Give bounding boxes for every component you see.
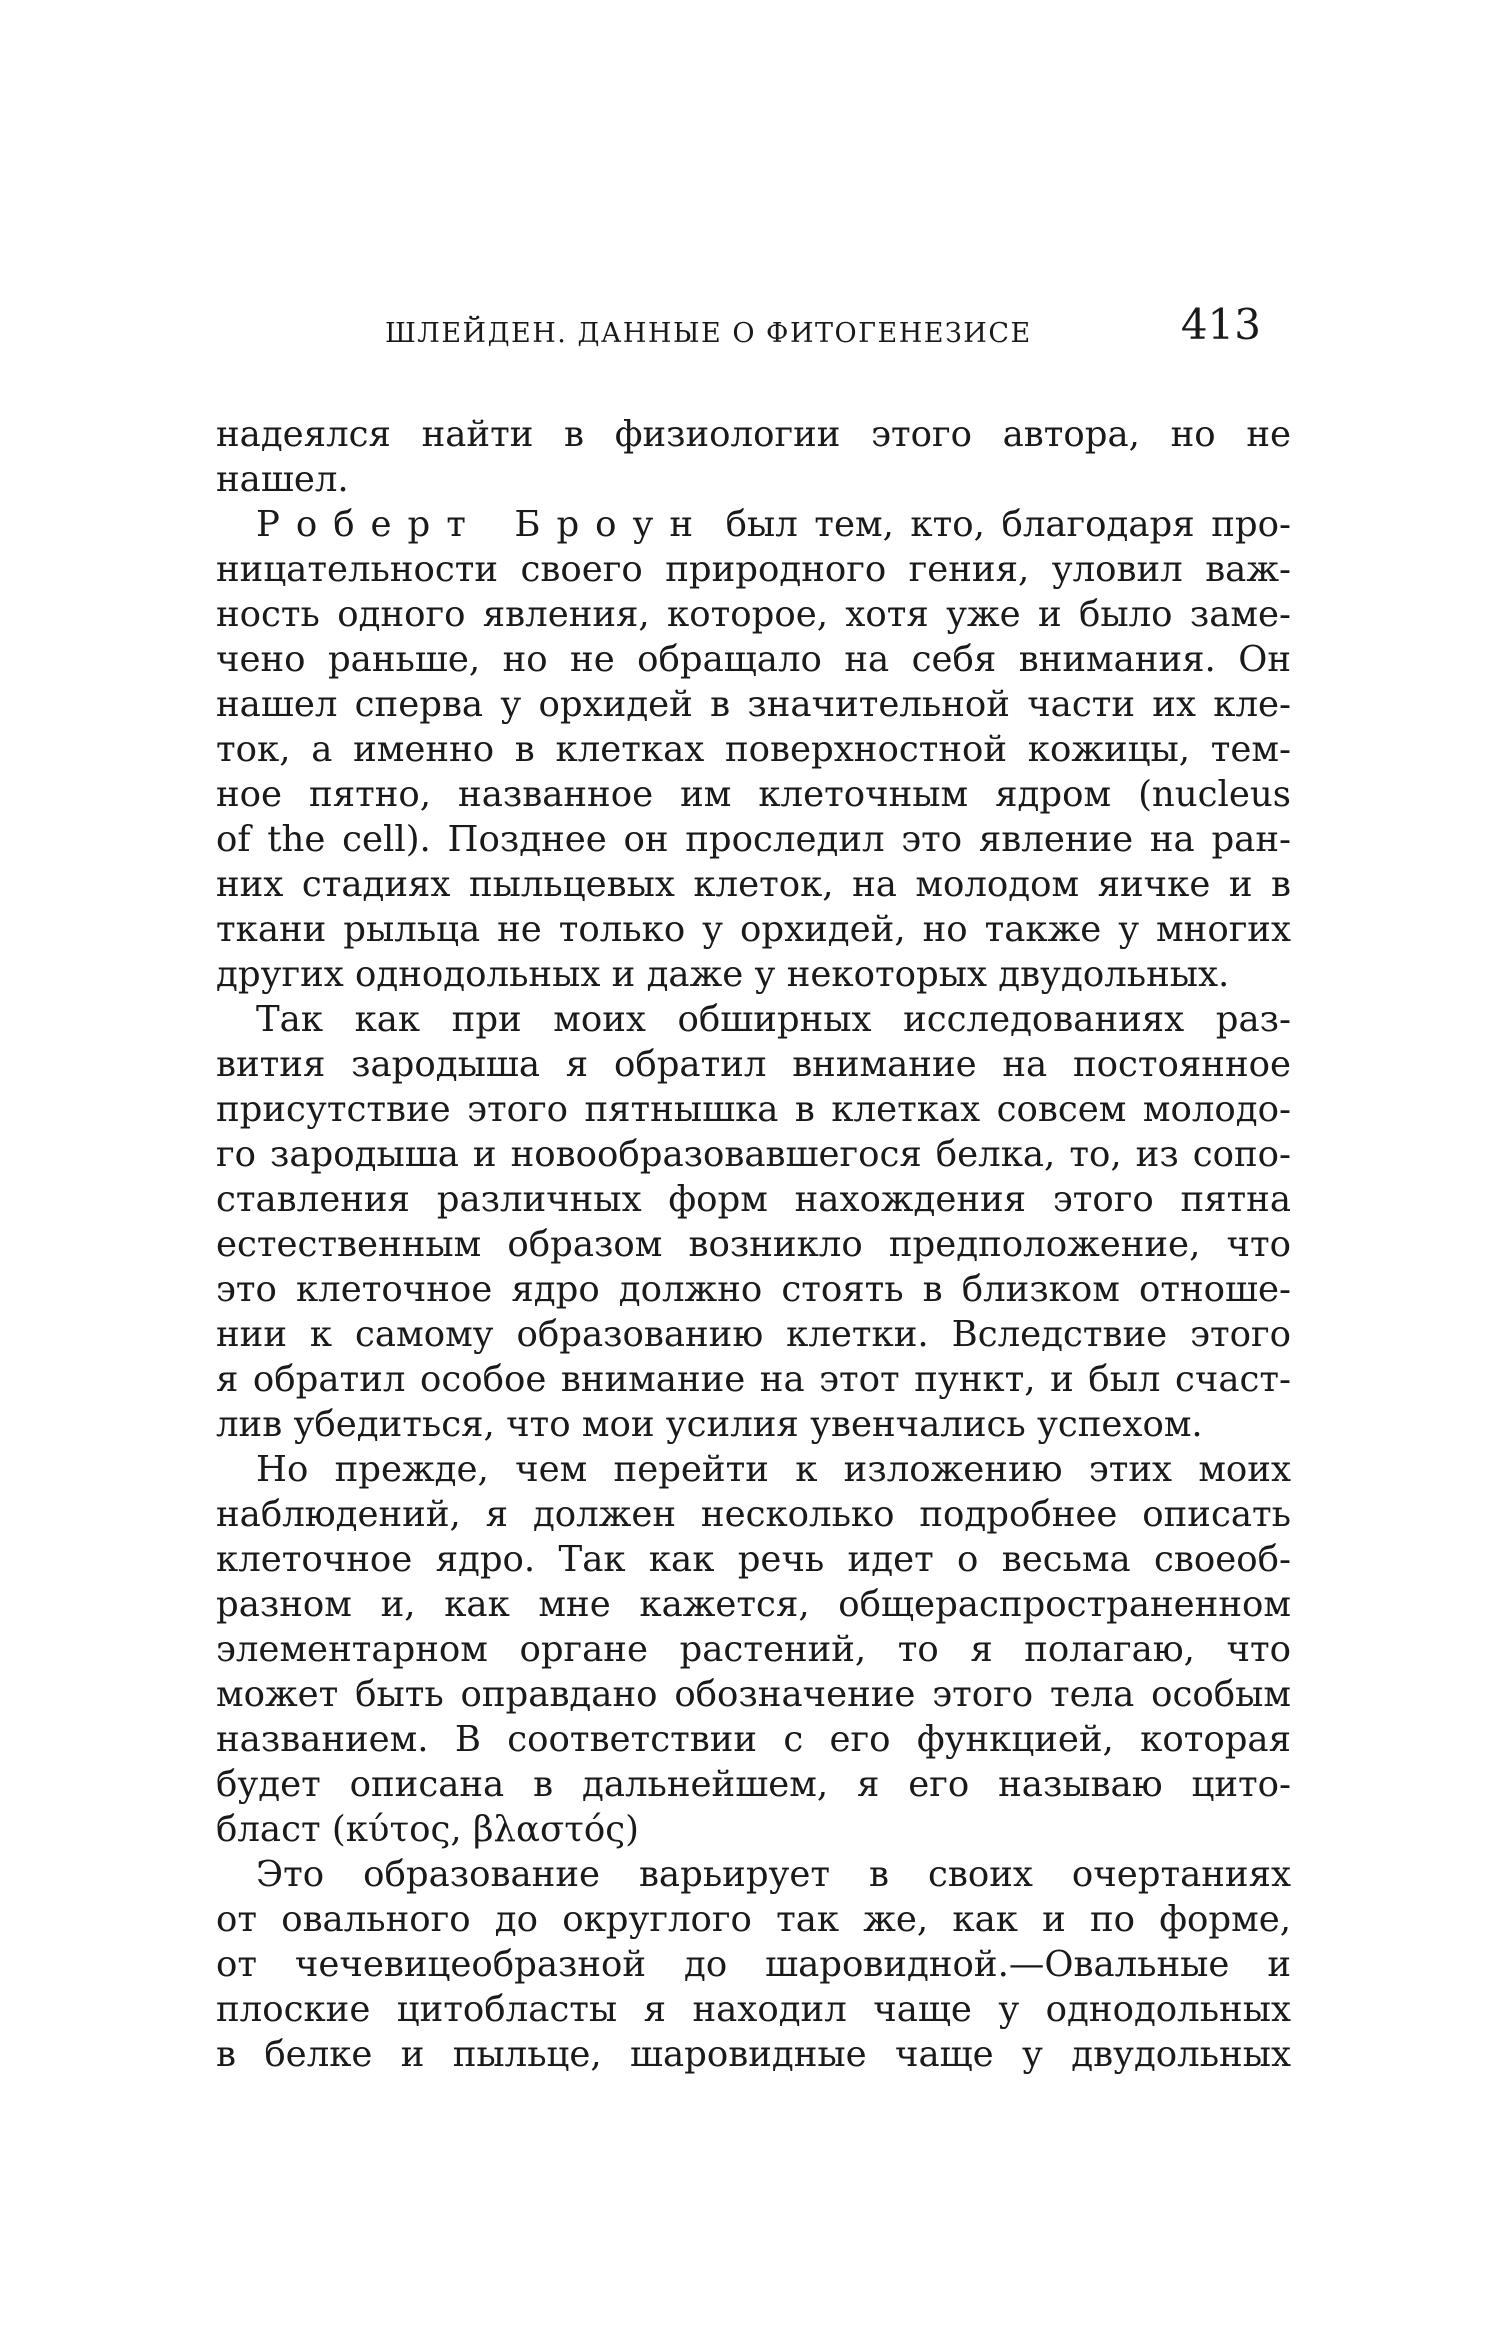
text-line: ткани рыльца не только у орхидей, но также у многих [216,909,1291,950]
text-line: ность одного явления, которое, хотя уже и было заме- [216,594,1291,635]
text-line: я обратил особое внимание на этот пункт, и был счаст- [216,1359,1291,1400]
text-line [216,502,1291,547]
text-line: вития зародыша я обратил внимание на постоянное [216,1044,1291,1085]
text-line: бласт (κύτος, βλαστός) [216,1809,639,1850]
line-text: был тем, кто, благодаря про- [725,504,1291,545]
text-line: чено раньше, но не обращало на себя внимания. Он [216,639,1291,680]
text-line: клеточное ядро. Так как речь идет о весьма своеоб- [216,1539,1291,1580]
paragraph [216,502,1291,997]
text-line: других однодольных и даже у некоторых двудольных. [216,954,1230,995]
text-line: от чечевицеобразной до шаровидной.—Овальные и [216,1944,1291,1985]
spaced-name: Роберт Броун [256,504,709,545]
text-line: элементарном органе растений, то я полагаю, что [216,1629,1291,1670]
text-line: плоские цитобласты я находил чаще у однодольных [216,1989,1291,2030]
text-line: наблюдений, я должен несколько подробнее описать [216,1494,1291,1535]
text-line: надеялся найти в физиологии этого автора, но не [216,414,1291,455]
text-line: естественным образом возникло предположение, что [216,1224,1291,1265]
text-line: будет описана в дальнейшем, я его называю цито- [216,1764,1291,1805]
text-line: of the cell). Позднее он проследил это явление на ран- [216,819,1291,860]
text-line: Это образование варьирует в своих очертаниях [256,1854,1291,1895]
text-line: названием. В соответствии с его функцией, которая [216,1719,1291,1760]
text-line: присутствие этого пятнышка в клетках совсем молодо- [216,1089,1291,1130]
page-number: 413 [1180,300,1261,349]
text-line: лив убедиться, что мои усилия увенчались успехом. [216,1404,1203,1445]
running-title: ШЛЕЙДЕН. ДАННЫЕ О ФИТОГЕНЕЗИСЕ [385,318,1032,349]
text-line: них стадиях пыльцевых клеток, на молодом яичке и в [216,864,1291,905]
text-line: разном и, как мне кажется, общераспространенном [216,1584,1291,1625]
text-line: нашел. [216,459,349,500]
page-header [385,300,1265,360]
text-line: нашел сперва у орхидей в значительной части их кле- [216,684,1291,725]
text-line: ное пятно, названное им клеточным ядром (nucleus [216,774,1291,815]
text-line: Так как при моих обширных исследованиях раз- [256,999,1291,1040]
text-line: в белке и пыльце, шаровидные чаще у двудольных [216,2034,1291,2075]
paragraph [216,1447,1291,1852]
text-line: Но прежде, чем перейти к изложению этих моих [256,1449,1291,1490]
text-line: ницательности своего природного гения, уловил важ- [216,549,1291,590]
text-line: ток, а именно в клетках поверхностной кожицы, тем- [216,729,1291,770]
text-line: это клеточное ядро должно стоять в близком отноше- [216,1269,1291,1310]
paragraph [216,412,1291,502]
text-line: ставления различных форм нахождения этого пятна [216,1179,1291,1220]
paragraph [216,1852,1291,2077]
text-line: может быть оправдано обозначение этого тела особым [216,1674,1291,1715]
paragraph [216,997,1291,1447]
text-line: от овального до округлого так же, как и по форме, [216,1899,1291,1940]
text-line: нии к самому образованию клетки. Вследствие этого [216,1314,1291,1355]
body-text [216,412,1291,2077]
text-line: го зародыша и новообразовавшегося белка, то, из сопо- [216,1134,1291,1175]
